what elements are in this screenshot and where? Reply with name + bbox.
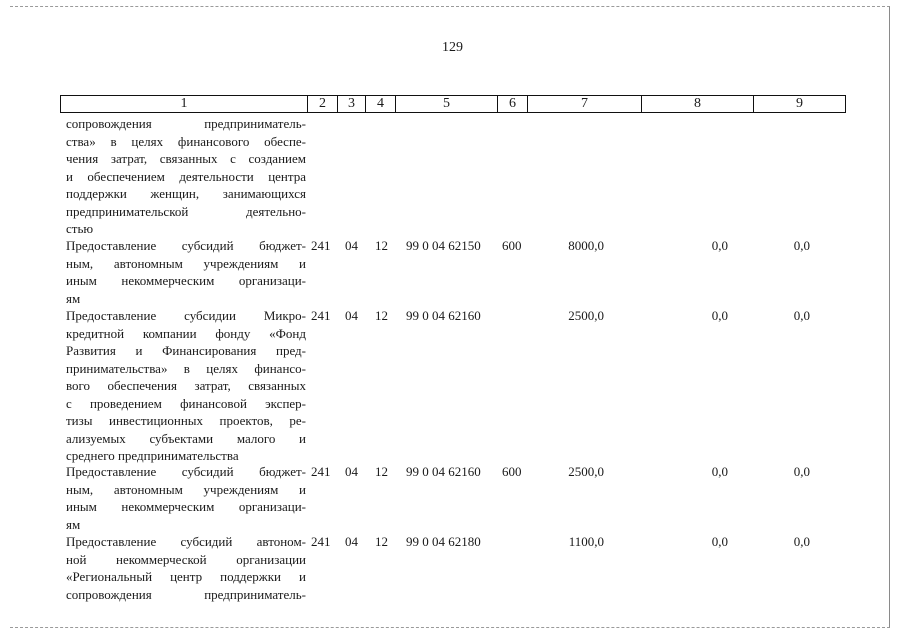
description-line: Предоставление субсидий бюджет- (66, 238, 306, 253)
cell-amount-9: 0,0 (793, 464, 810, 479)
cell-code-subsection: 12 (375, 238, 388, 253)
cell-target-article: 99 0 04 62160 (406, 308, 481, 323)
description-line: иным некоммерческим организаци- (66, 273, 306, 288)
description-line: Предоставление субсидий автоном- (66, 534, 306, 549)
description-line: среднего предпринимательства (66, 448, 239, 463)
cell-code-section: 04 (345, 534, 358, 549)
header-col-6: 6 (497, 96, 527, 112)
cell-amount-8: 0,0 (711, 464, 728, 479)
header-col-8: 8 (641, 96, 753, 112)
row-description (66, 237, 306, 307)
description-line: Развития и Финансирования пред- (66, 343, 306, 358)
description-line: чения затрат, связанных с созданием (66, 151, 306, 166)
description-line: Предоставление субсидии Микро- (66, 308, 306, 323)
cell-code-section: 04 (345, 308, 358, 323)
cell-code-ministry: 241 (311, 464, 331, 479)
description-line: ализуемых субъектами малого и (66, 430, 306, 446)
cell-code-ministry: 241 (311, 534, 331, 549)
cell-amount-7: 8000,0 (568, 238, 604, 253)
cell-code-ministry: 241 (311, 308, 331, 323)
row-description (66, 307, 306, 465)
description-line: принимательства» в целях финансо- (66, 360, 306, 376)
description-line: с проведением финансовой экспер- (66, 395, 306, 411)
cell-target-article: 99 0 04 62160 (406, 464, 481, 479)
cell-amount-8: 0,0 (711, 534, 728, 549)
header-col-7: 7 (527, 96, 641, 112)
description-line: ства» в целях финансового обеспе- (66, 133, 306, 149)
row-description (66, 463, 306, 533)
cell-code-subsection: 12 (375, 464, 388, 479)
cell-amount-7: 1100,0 (568, 534, 604, 549)
cell-code-subsection: 12 (375, 534, 388, 549)
cell-target-article: 99 0 04 62180 (406, 534, 481, 549)
header-col-5: 5 (395, 96, 497, 112)
description-line: поддержки женщин, занимающихся (66, 186, 306, 201)
description-line: кредитной компании фонду «Фонд (66, 325, 306, 341)
cell-amount-9: 0,0 (793, 238, 810, 253)
description-line: сопровождения предприниматель- (66, 116, 306, 131)
row-description (66, 533, 306, 603)
description-line: «Региональный центр поддержки и (66, 569, 306, 584)
cell-amount-7: 2500,0 (568, 464, 604, 479)
description-line: ям (66, 516, 81, 532)
cell-amount-7: 2500,0 (568, 308, 604, 323)
cell-expense-type: 600 (502, 238, 522, 253)
table-header-row (60, 95, 846, 113)
cell-amount-9: 0,0 (793, 534, 810, 549)
cell-expense-type: 600 (502, 464, 522, 479)
description-line: ным, автономным учреждениям и (66, 481, 306, 497)
cell-code-subsection: 12 (375, 308, 388, 323)
header-col-1: 1 (180, 96, 188, 111)
cell-amount-9: 0,0 (793, 308, 810, 323)
header-col-2: 2 (307, 96, 337, 112)
cell-amount-8: 0,0 (711, 308, 728, 323)
cell-amount-8: 0,0 (711, 238, 728, 253)
cell-code-section: 04 (345, 238, 358, 253)
description-line: тизы инвестиционных проектов, ре- (66, 413, 306, 428)
description-line: ям (66, 290, 81, 306)
description-line: Предоставление субсидий бюджет- (66, 464, 306, 479)
header-col-3: 3 (337, 96, 365, 112)
description-line: вого обеспечения затрат, связанных (66, 378, 306, 393)
description-line: стью (66, 221, 94, 236)
cell-code-ministry: 241 (311, 238, 331, 253)
cell-target-article: 99 0 04 62150 (406, 238, 481, 253)
header-col-4: 4 (365, 96, 395, 112)
description-line: и обеспечением деятельности центра (66, 168, 306, 184)
description-line: ным, автономным учреждениям и (66, 255, 306, 271)
description-line: ной некоммерческой организации (66, 551, 306, 567)
description-line: сопровождения предприниматель- (66, 586, 306, 602)
description-line: иным некоммерческим организаци- (66, 499, 306, 514)
header-col-9: 9 (753, 96, 845, 112)
cell-code-section: 04 (345, 464, 358, 479)
row-description (66, 115, 306, 238)
page-number: 129 (442, 40, 463, 55)
description-line: предпринимательской деятельно- (66, 203, 306, 219)
